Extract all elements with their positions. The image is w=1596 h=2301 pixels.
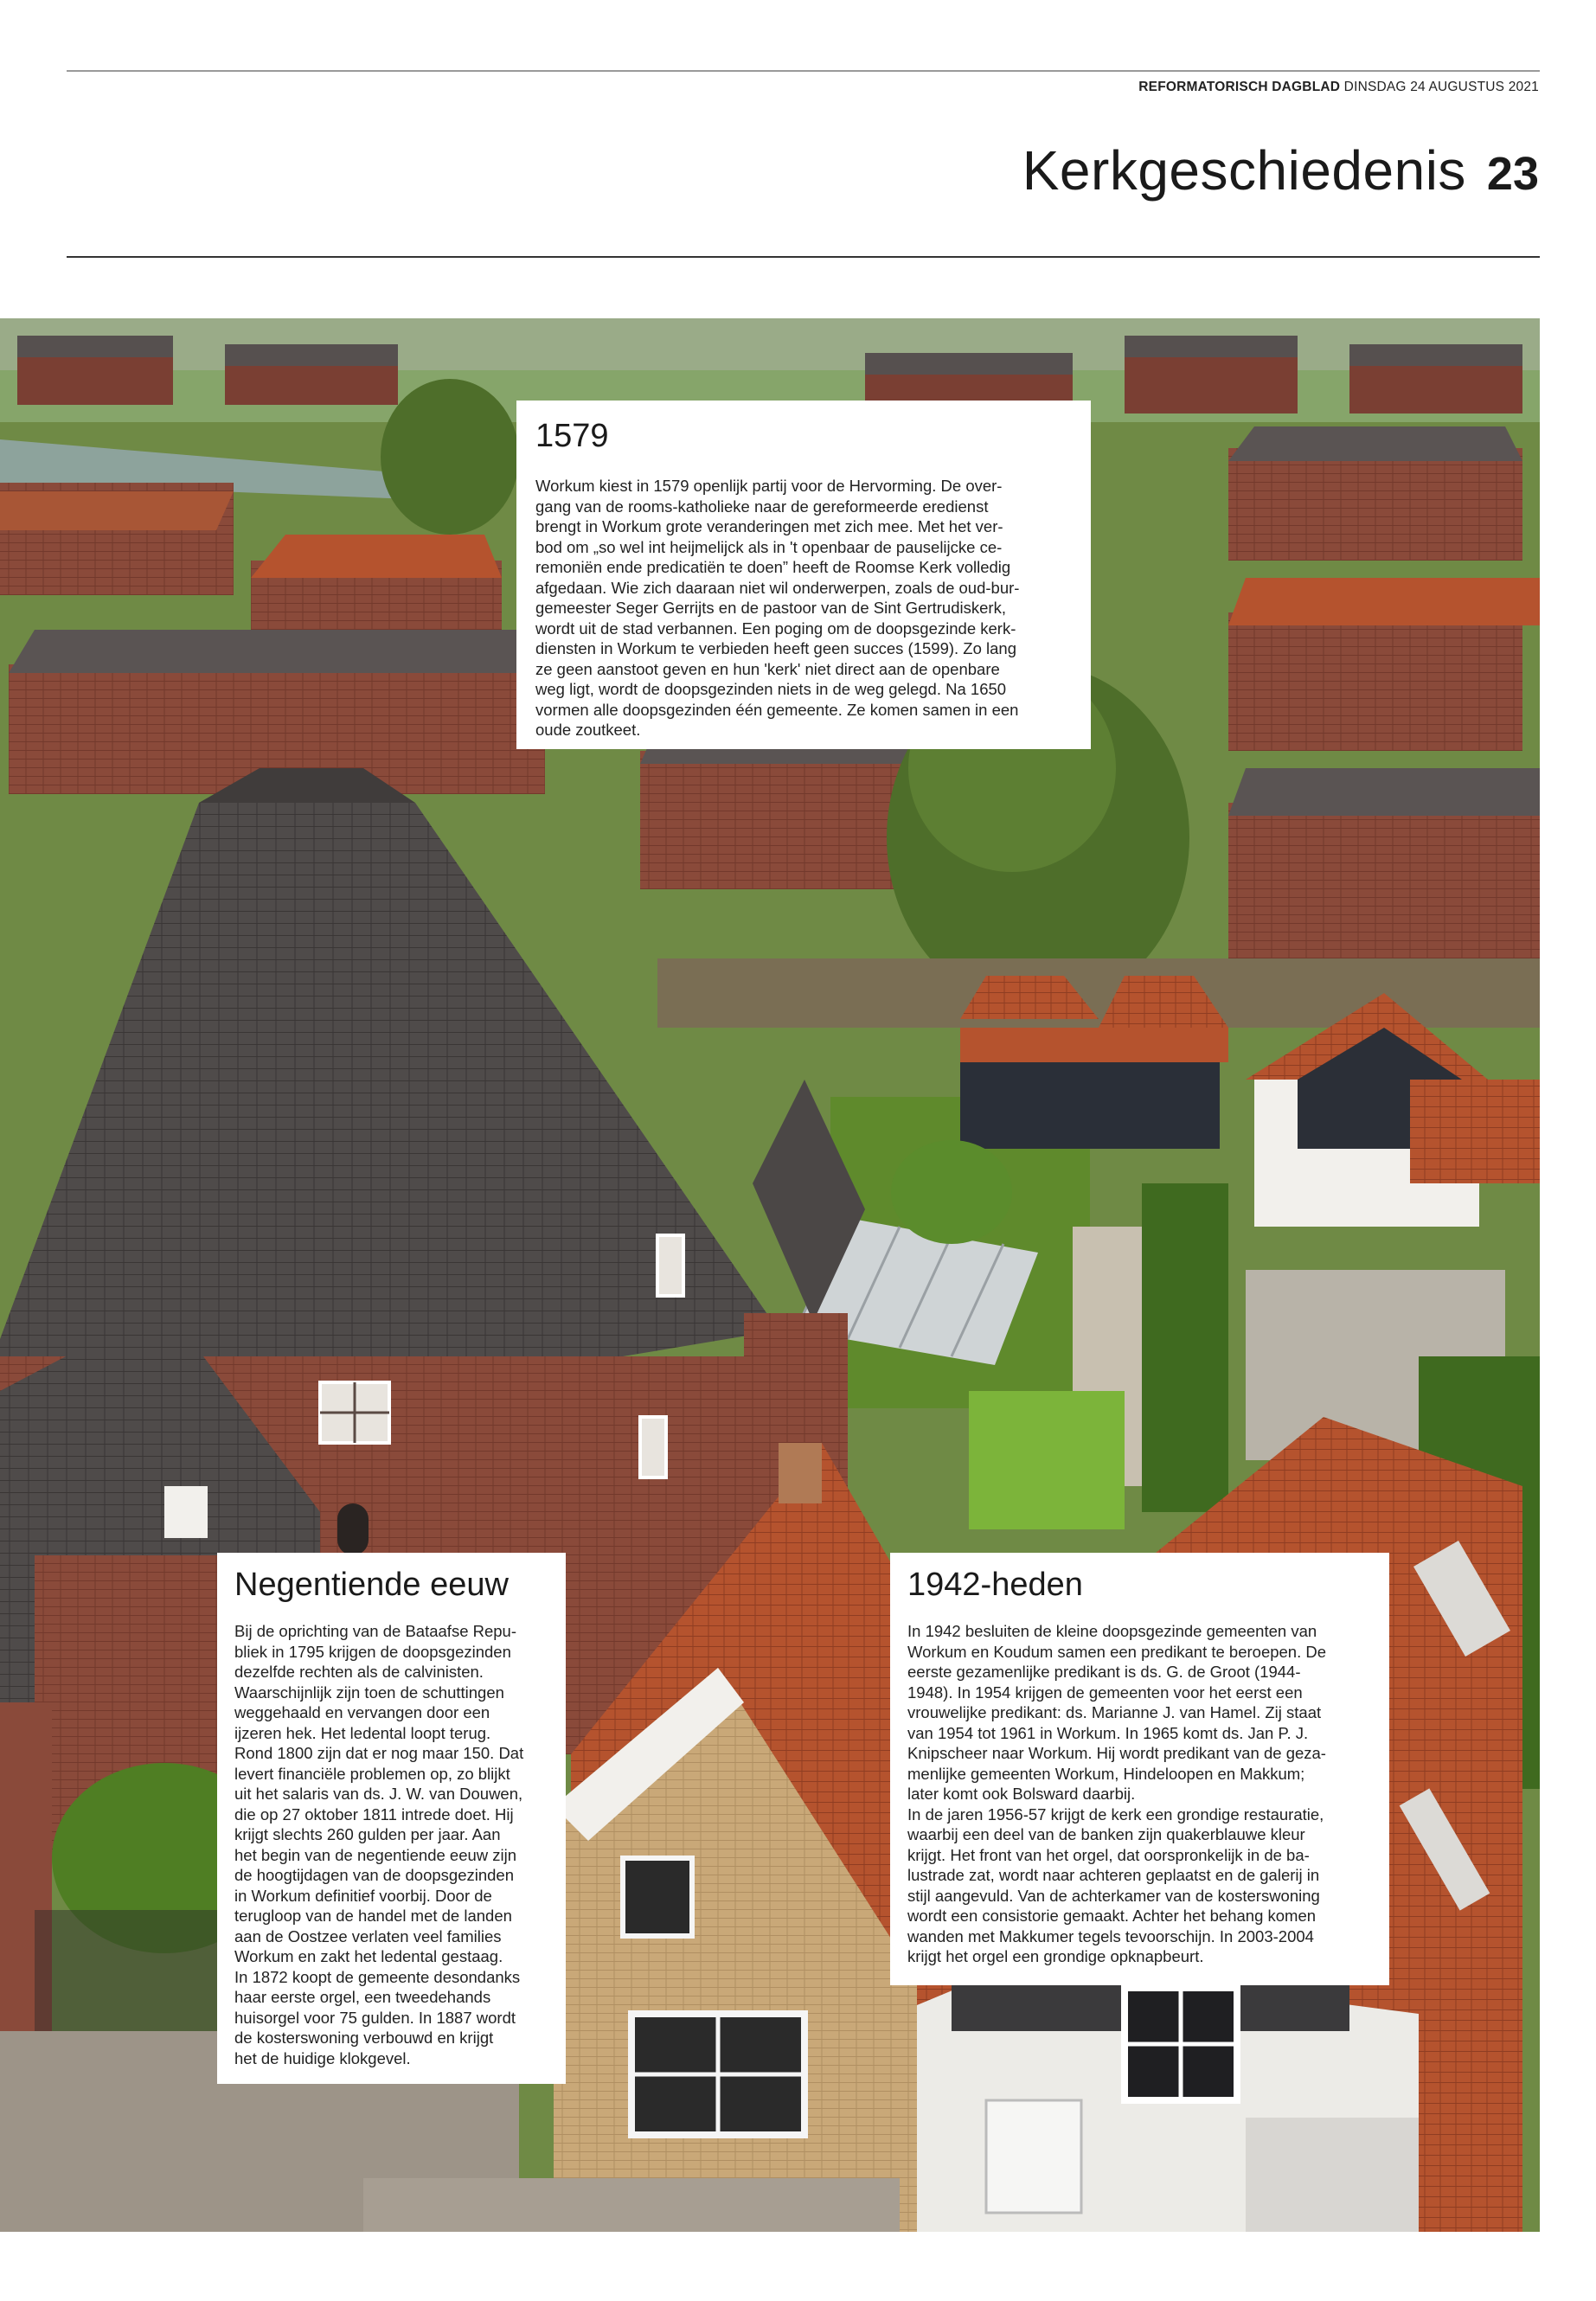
textbox-1942-heden-body: In 1942 besluiten de kleine doopsgezinde gemeenten van Workum en Koudum samen een predikant te beroepen. De eerste gezamenlijke predikant is ds. G. de Groot (1944- 1948). In 1954 krijgen de gemeenten voor het eerst een vrouwelijke predikant: ds. Marianne J. van Hamel. Zij staat van 1954 tot 1961 in Workum. In 1965 komt ds. Jan P. J. Knipscheer naar Workum. Hij wordt predikant van de geza- menlijke gemeenten Workum, Hindeloopen en Makkum; later komt ook Bolsward daarbij. In de jaren 1956-57 krijgt de kerk een grondige restauratie, waarbij een deel van de banken zijn quakerblauwe kleur krijgt. Het front van het orgel, dat oorspronkelijk in de ba- lustrade zat, wordt naar achteren geplaatst en de galerij in stijl aangevuld. Van de achterkamer van de kosterswoning wordt een consistorie gemaakt. Achter het behang komen wanden met Makkumer tegels tevoorschijn. In 2003-2004 krijgt het orgel een grondige opknapbeurt. xyxy=(907,1622,1327,1965)
header-rule xyxy=(67,256,1540,258)
textbox-1579-heading: 1579 xyxy=(535,418,609,454)
textbox-negentiende-eeuw-body: Bij de oprichting van de Bataafse Repu- bliek in 1795 krijgen de doopsgezinden dezelfde rechten als de calvinisten. Waarschijnlijk zijn toen de schuttingen weggehaald en vervangen door een ijzeren hek. Het ledental loopt terug. Rond 1800 zijn dat er nog maar 150. Dat levert financiële problemen op, zo blijkt uit het salaris van ds. J. W. van Douwen, die op 27 oktober 1811 intrede doet. Hij krijgt slechts 260 gulden per jaar. Aan het begin van de negentiende eeuw zijn de hoogtijdagen van de doopsgezinden in Workum definitief voorbij. Door de terugloop van de handel met de landen aan de Oostzee verlaten veel families Workum en zakt het ledental gestaag. In 1872 koopt de gemeente desondanks haar eerste orgel, een tweedehands huisorgel voor 75 gulden. In 1887 wordt de kosterswoning verbouwd en krijgt het de huidige klokgevel. xyxy=(234,1622,524,2067)
textbox-1942-heden xyxy=(890,1553,1389,1985)
page-number: 23 xyxy=(1486,148,1539,200)
section-header xyxy=(1022,138,1539,202)
textbox-1579 xyxy=(516,401,1091,749)
publication-date: DINSDAG 24 AUGUSTUS 2021 xyxy=(1343,80,1539,94)
section-title: Kerkgeschiedenis xyxy=(1022,139,1466,202)
newspaper-name: REFORMATORISCH DAGBLAD xyxy=(1138,80,1341,94)
top-rule xyxy=(67,70,1540,72)
textbox-negentiende-eeuw-heading: Negentiende eeuw xyxy=(234,1567,509,1603)
textbox-1942-heden-heading: 1942-heden xyxy=(907,1567,1083,1603)
textbox-negentiende-eeuw xyxy=(217,1553,566,2084)
masthead xyxy=(1138,80,1539,95)
textbox-1579-body: Workum kiest in 1579 openlijk partij voor de Hervorming. De over- gang van de rooms-katholieke naar de gereformeerde eredienst brengt in Workum grote veranderingen met zich mee. Met het ver- bod om „so wel int heijmelijck als in 't openbaar de pauselijcke ce- remoniën ende predicatiën te doen” heeft de Roomse Kerk volledig afgedaan. Wie zich daaraan niet wil onderwerpen, zoals de oud-bur- gemeester Seger Gerrijts en de pastoor van de Sint Gertrudiskerk, wordt uit de stad verbannen. Een poging om de doopsgezinde kerk- diensten in Workum te verbieden heeft geen succes (1599). Zo lang ze geen aanstoot geven en hun 'kerk' niet direct aan de openbare weg ligt, wordt de doopsgezinden niets in de weg gelegd. Na 1650 vormen alle doopsgezinden één gemeente. Ze komen samen in een oude zoutkeet. xyxy=(535,477,1020,739)
